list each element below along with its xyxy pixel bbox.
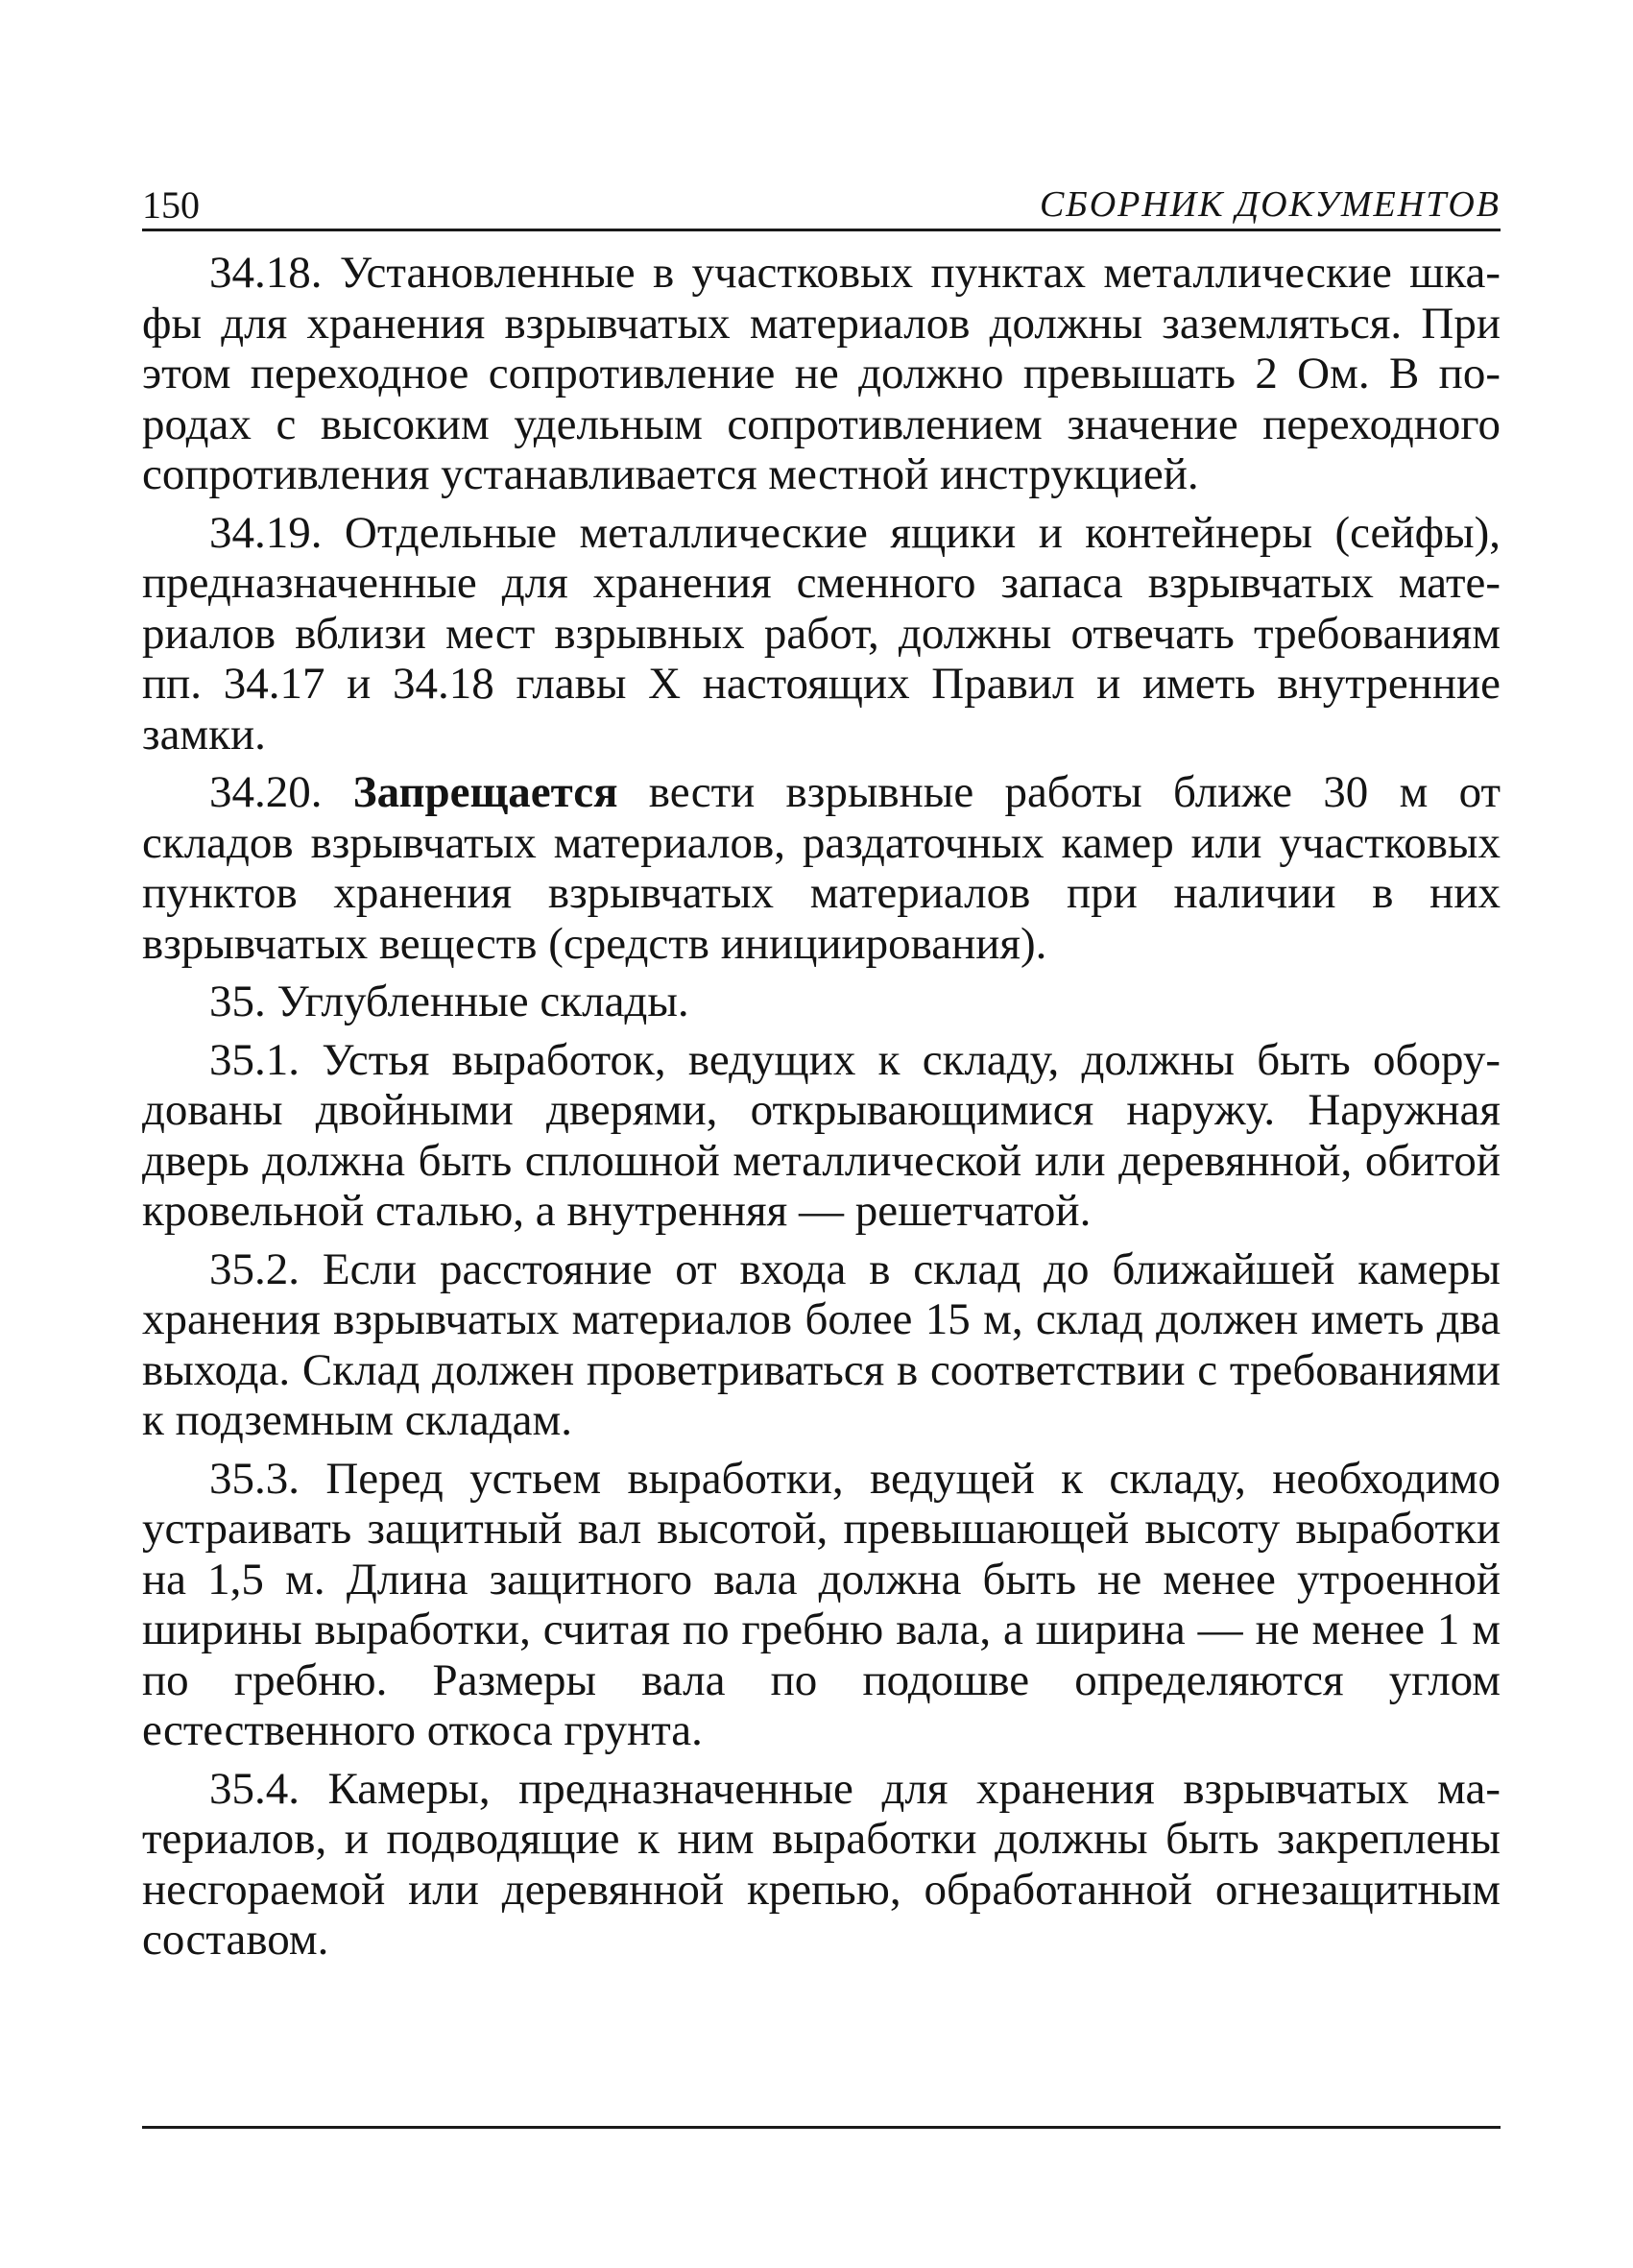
running-title: СБОРНИК ДОКУМЕНТОВ: [1039, 184, 1501, 225]
page-header: [142, 173, 1501, 231]
paragraph-35-3: 35.3. Перед устьем выработки, ведущей к складу, необходимо устраивать защитный вал высотой, превышающей высоту выработки на 1,5 м. Длина защитного вала должна быть не менее утроенной ширины выработки, считая по гребню вала, а ширина — не менее 1 м по гребню. Размеры вала по подошве определяются углом естественного откоса грунта.: [142, 1453, 1501, 1755]
paragraph-34-19: 34.19. Отдельные металлические ящики и контейнеры (сейфы), предназначенные для хранения сменного запаса взрывчатых материалов вблизи мест взрывных работ, должны отвечать требованиям пп. 34.17 и 34.18 главы X настоящих Правил и иметь внутренние замки.: [142, 507, 1501, 760]
paragraph-35-2: 35.2. Если расстояние от входа в склад до ближайшей камеры хранения взрывчатых материалов более 15 м, склад должен иметь два выхода. Склад должен проветриваться в соответствии с требованиями к подземным складам.: [142, 1243, 1501, 1445]
paragraph-35-4: 35.4. Камеры, предназначенные для хранения взрывчатых материалов, и подводящие к ним выработки должны быть закреплены несгораемой или деревянной крепью, обработанной огнезащитным составом.: [142, 1763, 1501, 1965]
paragraph-34-18: 34.18. Установленные в участковых пунктах металлические шкафы для хранения взрывчатых материалов должны заземляться. При этом переходное сопротивление не должно превышать 2 Ом. В породах с высоким удельным сопротивлением значение переходного сопротивления устанавливается местной инструкцией.: [142, 248, 1501, 499]
page-number: 150: [142, 183, 200, 227]
paragraph-34-20: [142, 767, 1501, 969]
paragraph-34-20-rest: вести взрывные работы ближе 30 м от складов взрывчатых материалов, раздаточных камер или участковых пунктов хранения взрывчатых материалов при наличии в них взрывчатых веществ (средств инициирования).: [142, 767, 1501, 969]
paragraph-35-1: 35.1. Устья выработок, ведущих к складу, должны быть оборудованы двойными дверями, открывающимися наружу. Наружная дверь должна быть сплошной металлической или деревянной, обитой кровельной сталью, а внутренняя — решетчатой.: [142, 1034, 1501, 1236]
section-35-heading: 35. Углубленные склады.: [209, 977, 689, 1026]
bottom-rule: [142, 2126, 1501, 2129]
paragraph-34-20-number: 34.20.: [209, 767, 353, 817]
body-text: [142, 248, 1501, 1966]
prohibition-emphasis: Запрещается: [352, 767, 618, 817]
